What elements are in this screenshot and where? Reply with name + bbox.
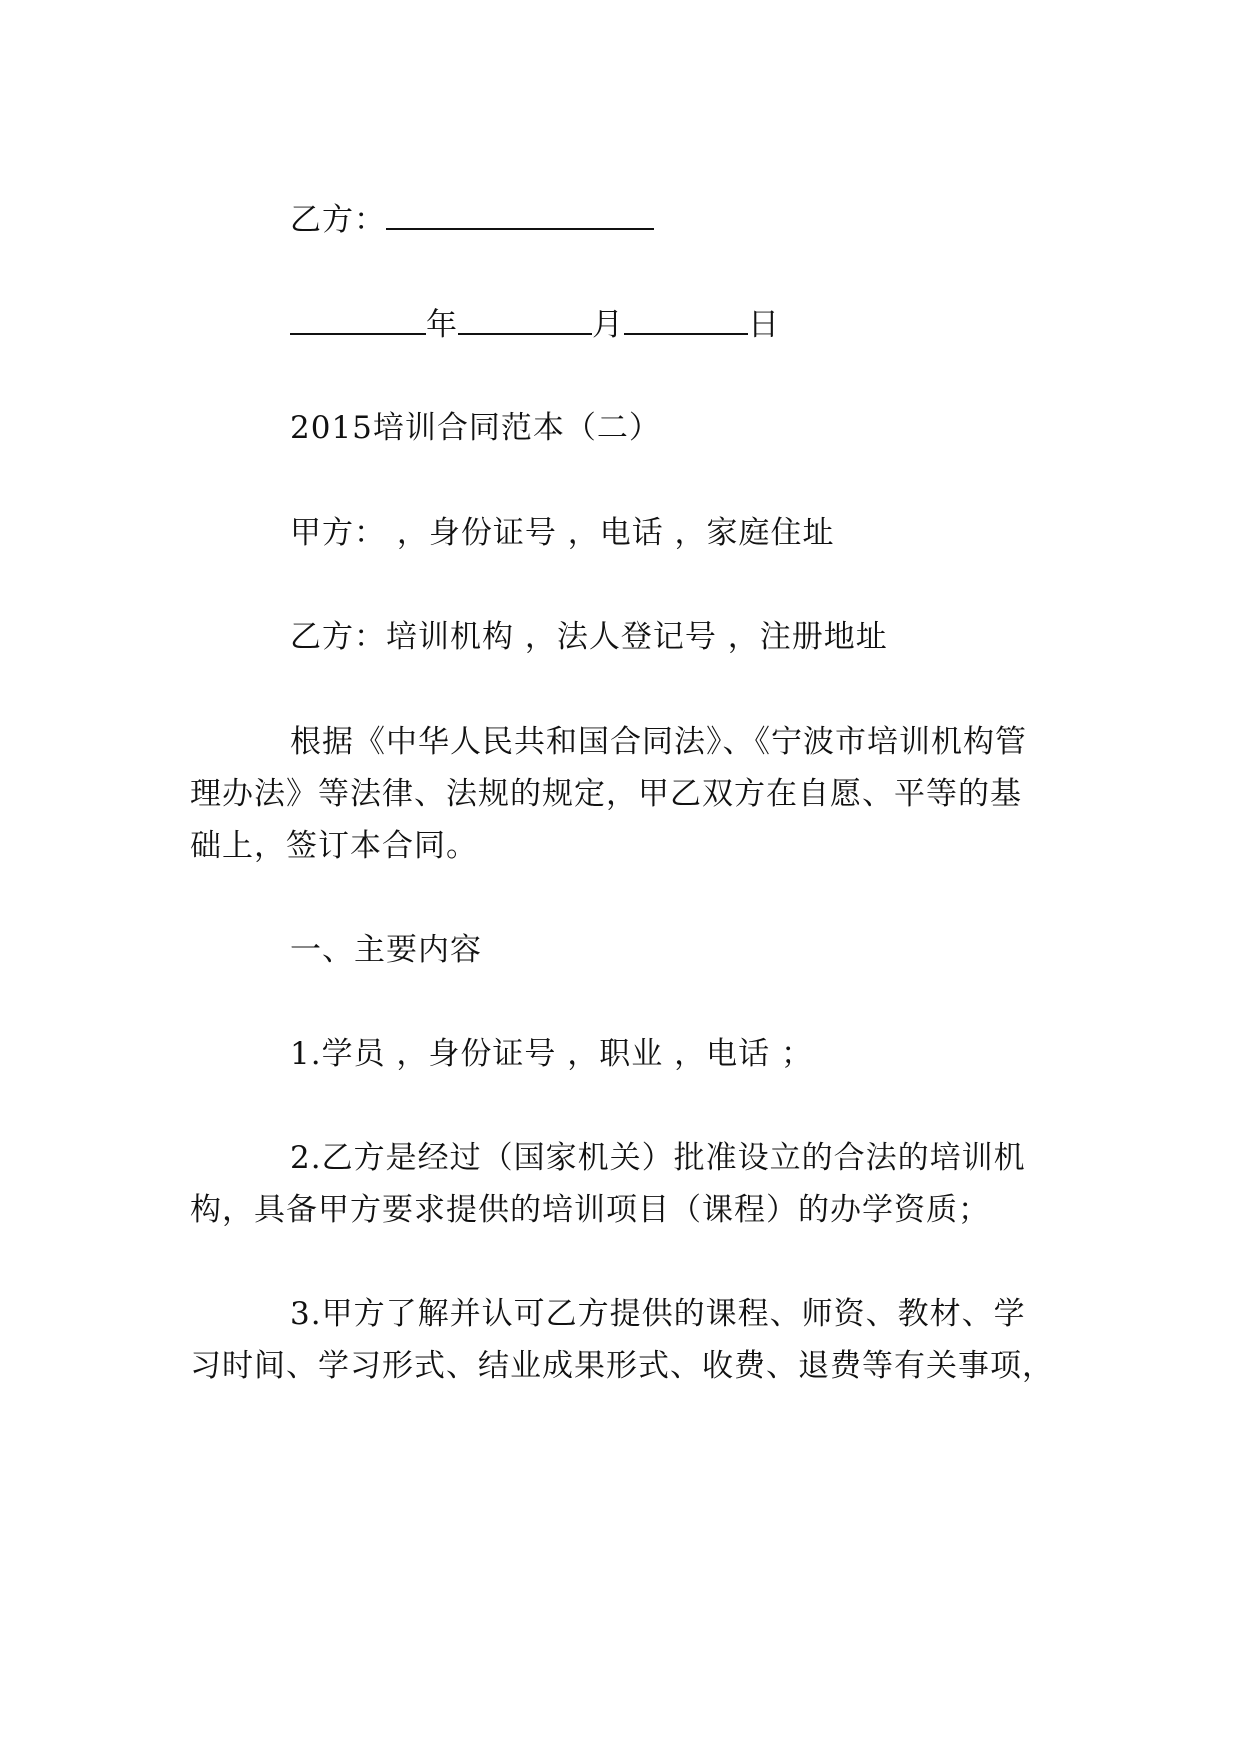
item-2-paragraph [190,1138,1060,1230]
party-b-signature-blank [386,202,654,230]
year-blank [290,307,426,335]
party-b-signature-label: 乙方： [290,202,386,238]
day-label: 日 [748,307,780,343]
item-2-line-1: 2.乙方是经过（国家机关）批准设立的合法的培训机 [290,1140,1026,1176]
section-1-heading: 一、主要内容 [290,932,482,968]
preamble-line-2: 理办法》等法律、法规的规定，甲乙双方在自愿、平等的基 [190,776,1022,812]
item-3-line-2: 习时间、学习形式、结业成果形式、收费、退费等有关事项， [190,1348,1054,1384]
year-label: 年 [426,307,458,343]
party-b-signature-line [290,200,1060,240]
item-1: 1.学员 ，身份证号 ，职业 ，电话 ； [290,1036,813,1072]
month-blank [458,307,592,335]
month-label: 月 [592,307,624,343]
document-title: 2015培训合同范本（二） [290,410,661,446]
party-a-info: 甲方： ，身份证号 ，电话 ，家庭住址 [290,515,835,551]
preamble-line-3: 础上，签订本合同。 [190,828,478,864]
party-b-info: 乙方：培训机构 ，法人登记号 ，注册地址 [290,619,888,655]
day-blank [624,307,748,335]
preamble-paragraph [190,722,1060,866]
item-3-paragraph [190,1294,1060,1386]
item-3-line-1: 3.甲方了解并认可乙方提供的课程、师资、教材、学 [290,1296,1026,1332]
preamble-line-1: 根据《中华人民共和国合同法》、《宁波市培训机构管 [290,724,1027,760]
signature-date-line [290,305,1060,345]
item-2-line-2: 构，具备甲方要求提供的培训项目（课程）的办学资质； [190,1192,990,1228]
